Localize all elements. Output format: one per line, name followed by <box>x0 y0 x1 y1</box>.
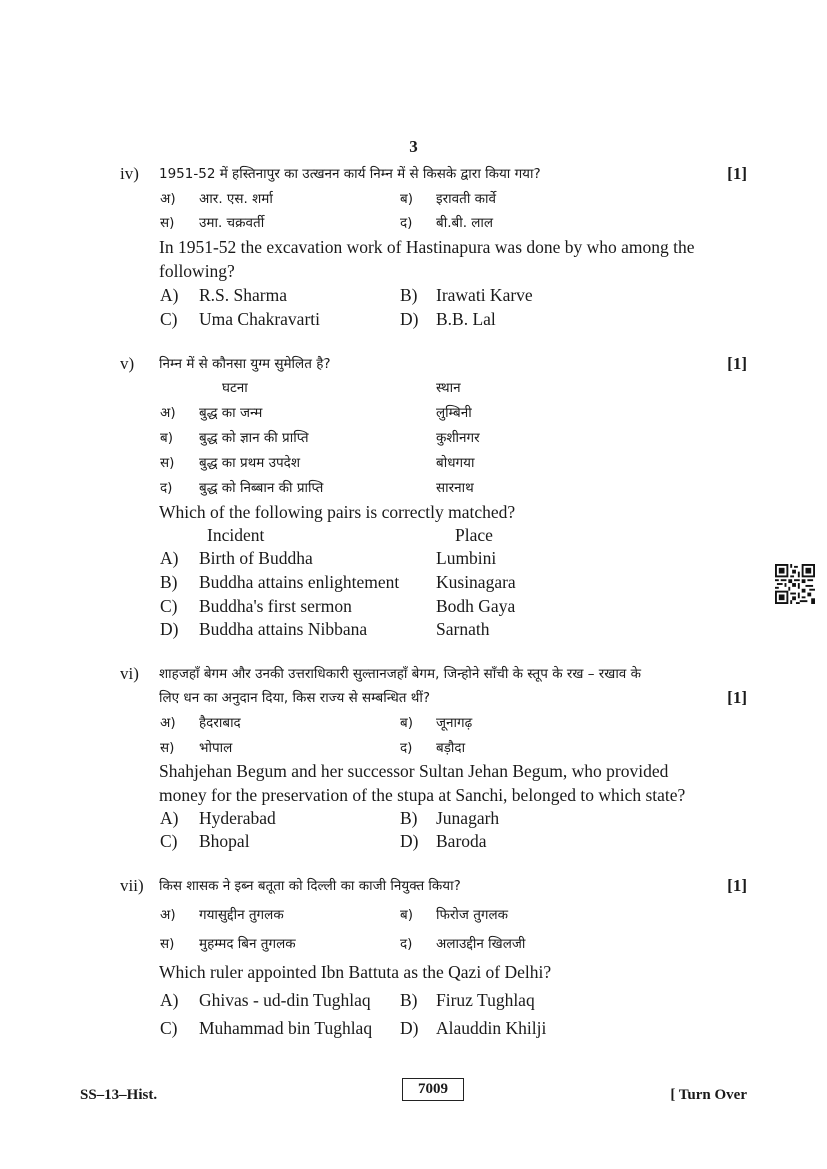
option-label: ब) <box>400 907 413 923</box>
question-text-english: In 1951-52 the excavation work of Hastinapura was done by who among the <box>159 237 695 257</box>
option-text: अलाउद्दीन खिलजी <box>436 936 526 952</box>
option-label: स) <box>160 215 175 231</box>
option-label: अ) <box>160 405 176 421</box>
option-text: उमा. चक्रवर्ती <box>199 215 265 231</box>
option-label: स) <box>160 936 175 952</box>
column-header: Incident <box>207 525 265 545</box>
option-label: अ) <box>160 715 176 731</box>
question-number: iv) <box>120 164 139 183</box>
paper-code: SS–13–Hist. <box>80 1087 158 1103</box>
option-label: D) <box>400 1018 419 1038</box>
event-text: Buddha attains Nibbana <box>199 619 368 639</box>
option-label: स) <box>160 455 175 471</box>
match-row-hindi <box>0 476 827 500</box>
match-header-english <box>0 523 827 547</box>
option-row-hindi <box>0 736 827 760</box>
event-text: Buddha attains enlightement <box>199 572 400 592</box>
option-label: B) <box>160 572 178 592</box>
option-label: D) <box>160 619 179 639</box>
option-label: D) <box>400 309 419 329</box>
option-label: C) <box>160 309 178 329</box>
match-row-english <box>0 546 827 570</box>
match-row-hindi <box>0 451 827 475</box>
place-text: बोधगया <box>436 455 475 471</box>
question-text-hindi: 1951-52 में हस्तिनापुर का उत्खनन कार्य निम्न में से किसके द्वारा किया गया? <box>159 166 541 182</box>
place-text: Bodh Gaya <box>436 596 516 616</box>
place-text: कुशीनगर <box>436 430 480 446</box>
marks: [1] <box>727 354 747 373</box>
match-row-english <box>0 594 827 618</box>
option-label: C) <box>160 1018 178 1038</box>
marks: [1] <box>727 876 747 895</box>
marks: [1] <box>727 164 747 183</box>
option-text: Irawati Karve <box>436 285 533 305</box>
question-text-english: money for the preservation of the stupa at Sanchi, belonged to which state? <box>159 785 686 805</box>
option-row-hindi <box>0 932 827 956</box>
option-label: ब) <box>400 715 413 731</box>
option-label: C) <box>160 596 178 616</box>
option-text: भोपाल <box>199 740 233 756</box>
question-text-english: Shahjehan Begum and her successor Sultan Jehan Begum, who provided <box>159 761 669 781</box>
option-row-english <box>0 988 827 1012</box>
question-text-english: Which of the following pairs is correctly matched? <box>159 502 516 522</box>
event-text: बुद्ध का प्रथम उपदेश <box>199 455 301 471</box>
turn-over-label: [ Turn Over <box>670 1087 747 1103</box>
question-text-hindi: लिए धन का अनुदान दिया, किस राज्य से सम्बन्धित थीं? <box>159 690 431 706</box>
question-number: v) <box>120 354 135 373</box>
option-row-hindi <box>0 211 827 235</box>
match-row-hindi <box>0 401 827 425</box>
place-text: Sarnath <box>436 619 490 639</box>
option-label: C) <box>160 831 178 851</box>
option-row-hindi <box>0 903 827 927</box>
option-text: फिरोज तुगलक <box>436 907 509 923</box>
option-text: Muhammad bin Tughlaq <box>199 1018 373 1038</box>
option-label: द) <box>400 215 413 231</box>
question-text-hindi: निम्न में से कौनसा युग्म सुमेलित है? <box>159 356 331 372</box>
option-text: Baroda <box>436 831 487 851</box>
match-header-hindi <box>0 376 827 400</box>
option-text: B.B. Lal <box>436 309 496 329</box>
option-row-english <box>0 829 827 853</box>
option-text: जूनागढ़ <box>436 715 473 731</box>
column-header: स्थान <box>436 380 461 396</box>
option-text: Ghivas - ud-din Tughlaq <box>199 990 371 1010</box>
option-text: बी.बी. लाल <box>436 215 494 231</box>
option-row-english <box>0 806 827 830</box>
column-header: घटना <box>222 380 248 396</box>
option-text: Alauddin Khilji <box>436 1018 547 1038</box>
option-row-hindi <box>0 711 827 735</box>
question-number: vi) <box>120 664 139 683</box>
option-text: Bhopal <box>199 831 250 851</box>
column-header: Place <box>455 525 493 545</box>
option-text: Firuz Tughlaq <box>436 990 535 1010</box>
question-text-english: Which ruler appointed Ibn Battuta as the Qazi of Delhi? <box>159 962 552 982</box>
option-text: बड़ौदा <box>436 740 466 756</box>
option-row-english <box>0 307 827 331</box>
option-text: मुहम्मद बिन तुगलक <box>199 936 296 952</box>
option-label: अ) <box>160 191 176 207</box>
booklet-code-box: 7009 <box>402 1078 464 1101</box>
marks: [1] <box>727 688 747 707</box>
match-row-english <box>0 617 827 641</box>
event-text: Buddha's first sermon <box>199 596 352 616</box>
option-label: A) <box>160 990 179 1010</box>
match-row-hindi <box>0 426 827 450</box>
option-text: आर. एस. शर्मा <box>199 191 273 207</box>
question-text-hindi: शाहजहाँ बेगम और उनकी उत्तराधिकारी सुल्तानजहाँ बेगम, जिन्होने साँची के स्तूप के रख – रखाव के <box>159 666 641 682</box>
option-label: द) <box>400 740 413 756</box>
place-text: Lumbini <box>436 548 497 568</box>
option-text: Junagarh <box>436 808 500 828</box>
option-label: ब) <box>160 430 173 446</box>
match-row-english <box>0 570 827 594</box>
option-row-english <box>0 1016 827 1040</box>
option-label: B) <box>400 285 418 305</box>
option-text: गयासुद्दीन तुगलक <box>199 907 284 923</box>
event-text: बुद्ध को ज्ञान की प्राप्ति <box>199 430 309 446</box>
qr-code-icon <box>775 564 815 604</box>
place-text: सारनाथ <box>436 480 474 496</box>
option-label: A) <box>160 548 179 568</box>
question-text-english: following? <box>159 261 235 281</box>
option-label: D) <box>400 831 419 851</box>
event-text: बुद्ध का जन्म <box>199 405 263 421</box>
option-label: B) <box>400 808 418 828</box>
option-row-hindi <box>0 187 827 211</box>
option-label: स) <box>160 740 175 756</box>
place-text: लुम्बिनी <box>436 405 472 421</box>
page-number: 3 <box>409 137 418 156</box>
option-text: R.S. Sharma <box>199 285 287 305</box>
question-text-hindi: किस शासक ने इब्न बतूता को दिल्ली का काजी नियुक्त किया? <box>159 878 461 894</box>
option-text: हैदराबाद <box>199 715 241 731</box>
option-text: इरावती कार्वे <box>436 191 497 207</box>
question-number: vii) <box>120 876 144 895</box>
option-label: ब) <box>400 191 413 207</box>
event-text: बुद्ध को निब्बान की प्राप्ति <box>199 480 324 496</box>
option-row-english <box>0 283 827 307</box>
option-label: A) <box>160 285 179 305</box>
option-label: B) <box>400 990 418 1010</box>
option-label: द) <box>400 936 413 952</box>
option-label: द) <box>160 480 173 496</box>
option-label: अ) <box>160 907 176 923</box>
option-text: Uma Chakravarti <box>199 309 320 329</box>
option-label: A) <box>160 808 179 828</box>
place-text: Kusinagara <box>436 572 516 592</box>
event-text: Birth of Buddha <box>199 548 313 568</box>
option-text: Hyderabad <box>199 808 276 828</box>
